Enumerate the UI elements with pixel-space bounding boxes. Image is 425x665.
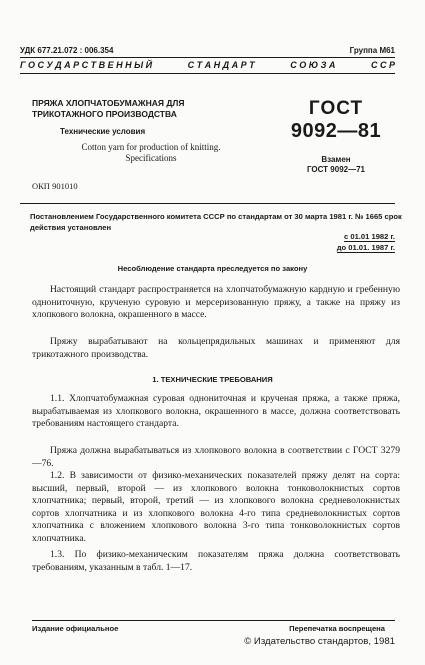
- official-edition: Издание официальное: [32, 624, 119, 633]
- state-word-3: С О Ю З А: [290, 60, 336, 70]
- state-word-2: С Т А Н Д А Р Т: [187, 60, 255, 70]
- document-title: ПРЯЖА ХЛОПЧАТОБУМАЖНАЯ ДЛЯ ТРИКОТАЖНОГО ПРОИЗВОДСТВА: [32, 98, 185, 119]
- valid-from: [344, 232, 395, 241]
- paragraph-1-2: 1.2. В зависимости от физико-механических показателей пряжу делят на сорта: высший, первый, второй — из хлопкового волокна тонковолокнистых сортов хлопчатника; первый, второй, третий — из хлопкового волокна средневолокнистых сортов хлопчатника и из хлопкового волокна 4-го типа средневолокнистых сортов хлопчатника с вложением хлопкового волокна 3-го типа тонковолокнистых сортов хлопчатника.: [32, 470, 400, 544]
- okp-code: ОКП 901010: [32, 181, 78, 191]
- group-code: Группа М61: [349, 46, 395, 55]
- paragraph-1-1: 1.1. Хлопчатобумажная суровая однониточная и крученая пряжа, а также пряжа, вырабатываемая из хлопкового волокна, окрашенного в массе, должна соответствовать требованиям настоящего стандарта.: [32, 393, 400, 430]
- replaces-standard: ГОСТ 9092—71: [306, 165, 365, 174]
- decree-rule: [20, 203, 395, 204]
- heading-rule: [20, 73, 395, 74]
- gost-number: 9092—81: [290, 120, 382, 142]
- publisher: © Издательство стандартов, 1981: [244, 636, 395, 647]
- gost-block: [281, 98, 391, 143]
- valid-from-text: с 01.01 1982 г.: [344, 232, 395, 241]
- valid-to-text: до 01.01. 1987 г.: [336, 243, 395, 252]
- state-word-1: Г О С У Д А Р С Т В Е Н Н Ы Й: [20, 60, 153, 70]
- paragraph-1-3: 1.3. По физико-механическим показателям пряжа должна соответствовать требованиям, указанным в табл. 1—17.: [32, 549, 400, 573]
- state-word-4: С С Р: [370, 60, 395, 70]
- gost-label: ГОСТ: [308, 98, 364, 119]
- udk-code: УДК 677.21.072 : 006.354: [20, 46, 114, 55]
- section-heading: 1. ТЕХНИЧЕСКИЕ ТРЕБОВАНИЯ: [152, 375, 273, 384]
- replaces-block: [307, 155, 365, 175]
- paragraph-scope: Настоящий стандарт распространяется на хлопчатобумажную кардную и гребенную однониточную, крученую суровую и мерсеризованную пряжу, а также на пряжу из хлопкового волокна, окрашенного в массе.: [32, 284, 400, 321]
- footer-rule: [32, 620, 395, 621]
- valid-to: [337, 243, 395, 252]
- state-standard-heading: [20, 60, 395, 70]
- decree-text: Постановлением Государственного комитета СССР по стандартам от 30 марта 1981 г. № 1665 срок действия установлен: [30, 212, 402, 232]
- paragraph-1-1-fiber: Пряжа должна вырабатываться из хлопкового волокна в соответствии с ГОСТ 3279—76.: [32, 445, 400, 469]
- paragraph-production: Пряжу вырабатывают на кольцепрядильных машинах и применяют для трикотажного производства.: [32, 336, 400, 360]
- reprint-notice: Перепечатка воспрещена: [289, 624, 385, 633]
- english-title: Cotton yarn for production of knitting. Specifications: [81, 142, 221, 163]
- replaces-label: Взамен: [321, 155, 351, 164]
- top-rule: [20, 57, 395, 58]
- penalty-notice: Несоблюдение стандарта преследуется по закону: [117, 264, 308, 273]
- document-subtitle: Технические условия: [60, 127, 146, 136]
